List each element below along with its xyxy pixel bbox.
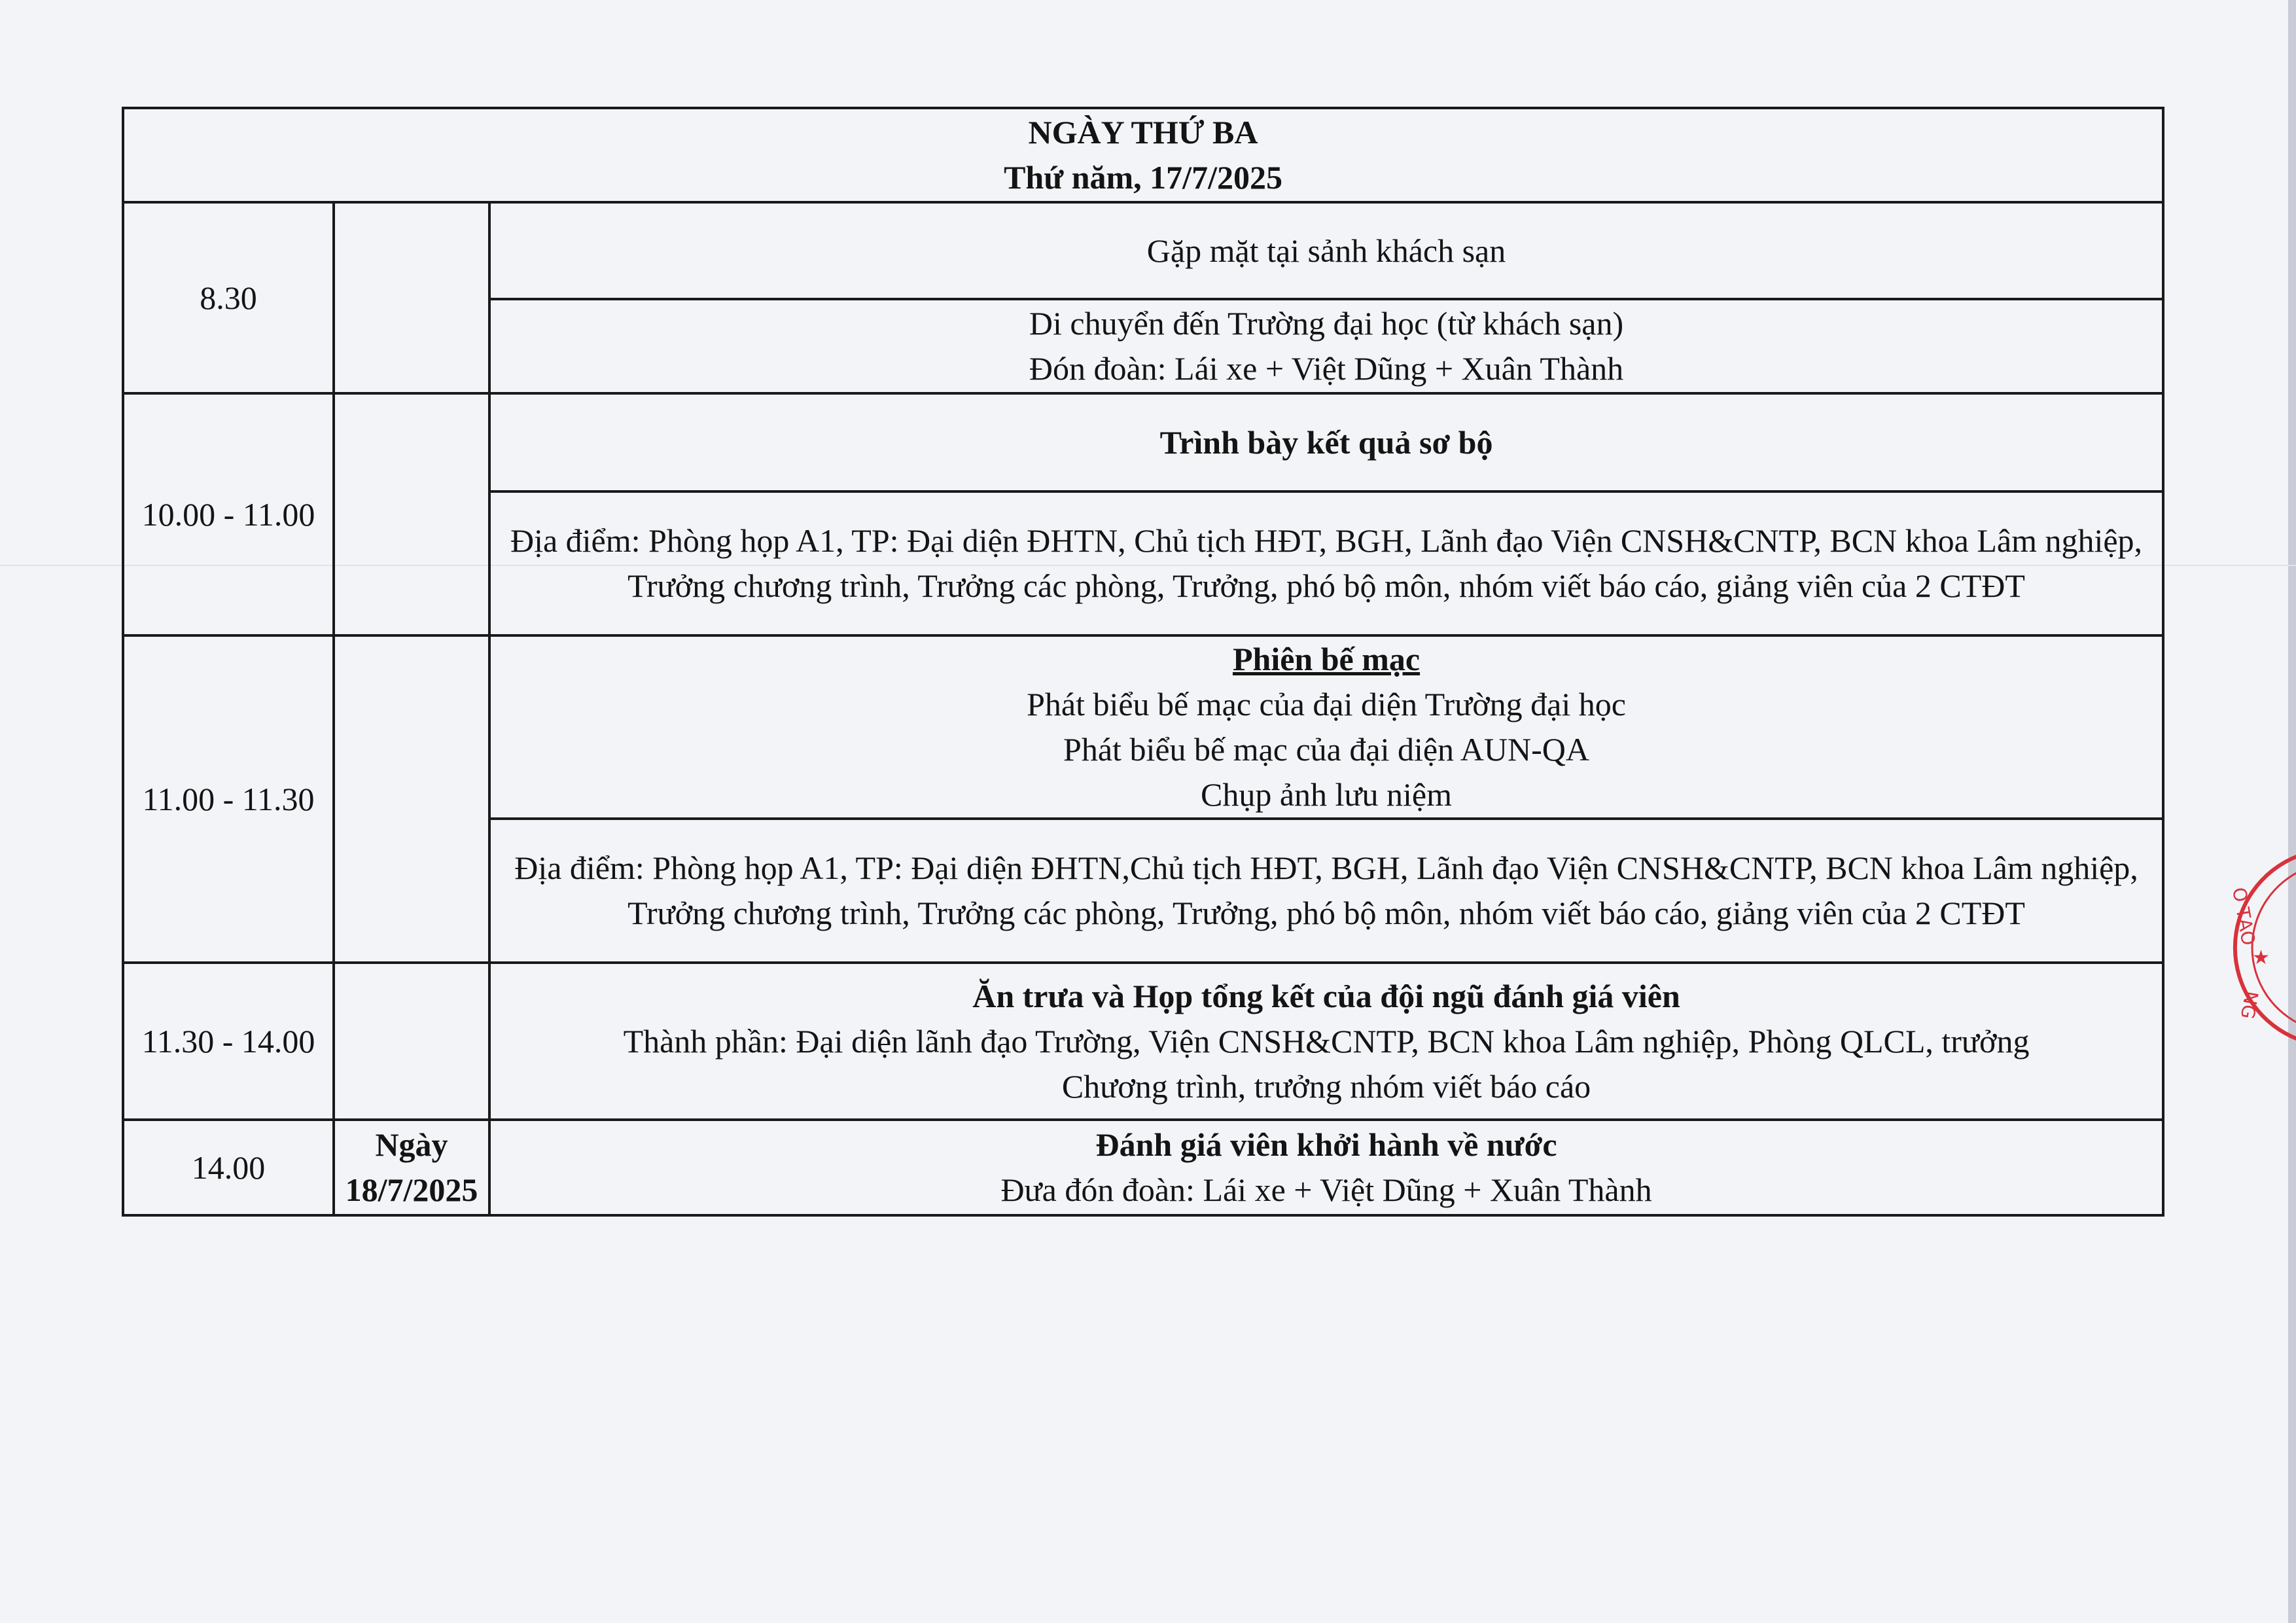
activity-line: Đón đoàn: Lái xe + Việt Dũng + Xuân Thành: [1029, 350, 1624, 387]
page-edge: [2288, 0, 2296, 1623]
activity-line: Di chuyển đến Trường đại học (từ khách sạn): [1029, 305, 1624, 342]
day-date: Thứ năm, 17/7/2025: [1004, 159, 1282, 196]
note-cell: [334, 1120, 489, 1215]
activity-line: Chụp ảnh lưu niệm: [1201, 776, 1453, 813]
time-cell: 8.30: [123, 202, 334, 393]
note-line: 18/7/2025: [345, 1171, 478, 1208]
schedule-row: [123, 1120, 2163, 1215]
activity-cell: [489, 635, 2163, 819]
stamp-icon: [2206, 849, 2296, 1046]
day-title: NGÀY THỨ BA: [1028, 114, 1258, 151]
activity-heading: Trình bày kết quả sơ bộ: [1159, 423, 1493, 461]
activity-line: Phát biểu bế mạc của đại diện AUN-QA: [1063, 731, 1589, 768]
activity-line: Phát biểu bế mạc của đại diện Trường đại học: [1027, 686, 1626, 722]
time-cell: 11.30 - 14.00: [123, 963, 334, 1120]
svg-text:NG: NG: [2236, 989, 2263, 1021]
note-line: Ngày: [375, 1126, 448, 1163]
schedule-row: [123, 393, 2163, 491]
activity-cell: [489, 1120, 2163, 1215]
svg-text:★: ★: [2252, 946, 2270, 969]
location-cell: Địa điểm: Phòng họp A1, TP: Đại diện ĐHTN,Chủ tịch HĐT, BGH, Lãnh đạo Viện CNSH&CNTP, BCN khoa Lâm nghiệp, Trưởng chương trình, Trưởng các phòng, Trưởng, phó bộ môn, nhóm viết báo cáo, giảng viên của 2 CTĐT: [489, 819, 2163, 963]
activity-line: Đưa đón đoàn: Lái xe + Việt Dũng + Xuân Thành: [1000, 1171, 1652, 1208]
header-cell: [123, 108, 2163, 202]
note-cell: [334, 202, 489, 393]
activity-cell: [489, 299, 2163, 393]
note-cell: [334, 393, 489, 635]
note-cell: [334, 963, 489, 1120]
schedule-row: [123, 963, 2163, 1120]
schedule-row: [123, 635, 2163, 819]
time-cell: 11.00 - 11.30: [123, 635, 334, 963]
activity-heading: Ăn trưa và Họp tổng kết của đội ngũ đánh giá viên: [972, 977, 1680, 1014]
activity-heading-cell: [489, 393, 2163, 491]
note-cell: [334, 635, 489, 963]
activity-line: Chương trình, trưởng nhóm viết báo cáo: [1061, 1067, 1591, 1105]
location-cell: Địa điểm: Phòng họp A1, TP: Đại diện ĐHTN, Chủ tịch HĐT, BGH, Lãnh đạo Viện CNSH&CNTP, BCN khoa Lâm nghiệp, Trưởng chương trình, Trưởng các phòng, Trưởng, phó bộ môn, nhóm viết báo cáo, giảng viên của 2 CTĐT: [489, 491, 2163, 635]
activity-line: Thành phần: Đại diện lãnh đạo Trường, Viện CNSH&CNTP, BCN khoa Lâm nghiệp, Phòng QLCL, trưởng: [623, 1022, 2030, 1060]
activity-line: Gặp mặt tại sảnh khách sạn: [1146, 232, 1506, 269]
activity-cell: [489, 963, 2163, 1120]
schedule-table: [122, 107, 2164, 1217]
time-cell: 14.00: [123, 1120, 334, 1215]
time-cell: 10.00 - 11.00: [123, 393, 334, 635]
svg-text:O TẠO: O TẠO: [2228, 885, 2260, 948]
header-row: [123, 108, 2163, 202]
schedule-row: [123, 202, 2163, 299]
activity-cell: [489, 202, 2163, 299]
activity-heading: Phiên bế mạc: [1232, 641, 1421, 677]
activity-heading: Đánh giá viên khởi hành về nước: [1095, 1126, 1557, 1163]
